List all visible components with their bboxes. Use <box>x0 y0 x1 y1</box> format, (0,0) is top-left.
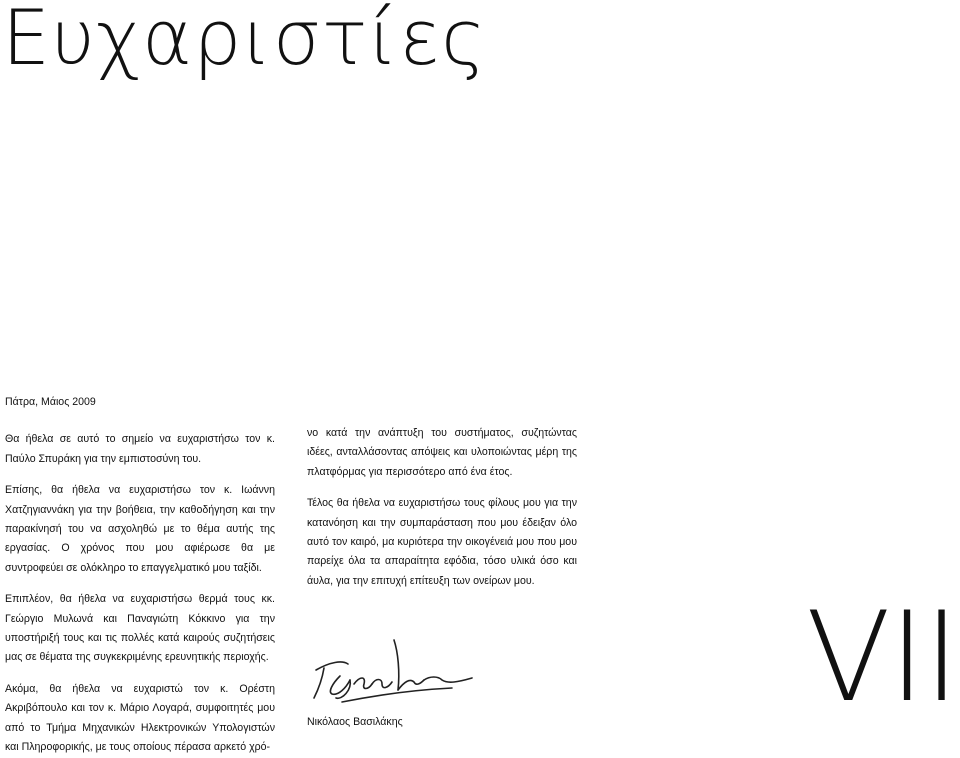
paragraph-1: Θα ήθελα σε αυτό το σημείο να ευχαριστήσω τον κ. Παύλο Σπυράκη για την εμπιστοσύνη του. <box>5 433 275 465</box>
paragraph-2: Επίσης, θα ήθελα να ευχαριστήσω τον κ. Ιωάννη Χατζηγιαννάκη για την βοήθεια, την καθοδήγηση και την παρακίνησή του να ασχοληθώ με το θέμα αυτής της εργασίας. Ο χρόνος που μου αφιέρωσε θα με συντροφεύει σε ολόκληρο το επαγγελματικό μου ταξίδι. <box>5 484 275 574</box>
page-title: Ευχαριστίες <box>2 0 487 82</box>
right-column <box>307 424 577 591</box>
place-date: Πάτρα, Μάιος 2009 <box>5 396 96 408</box>
page-number: VII <box>806 586 958 730</box>
paragraph-4: Ακόμα, θα ήθελα να ευχαριστώ τον κ. Ορέστη Ακριβόπουλο και τον κ. Μάριο Λογαρά, συμφοιτητές μου από το Τμήμα Μηχανικών Ηλεκτρονικών Υπολογιστών και Πληροφορικής, με τους οποίους πέρασα αρκετό χρό- <box>5 682 275 754</box>
paragraph-6: Τέλος θα ήθελα να ευχαριστήσω τους φίλους μου για την κατανόηση και την συμπαράσταση που μου έδειξαν όλο αυτό τον καιρό, μα κυριότερα την οικογένειά μου που μου παρείχε όλα τα απαραίτητα εφόδια, τόσο υλικά όσο και άυλα, για την επιτυχή επίτευξη των ονείρων μου. <box>307 497 577 587</box>
paragraph-5: νο κατά την ανάπτυξη του συστήματος, συζητώντας ιδέες, ανταλλάσοντας απόψεις και υλοποιώντας μέρη της πλατφόρμας για περισσότερο από ένα έτος. <box>307 427 577 478</box>
signature-image <box>302 632 482 712</box>
paragraph-3: Επιπλέον, θα ήθελα να ευχαριστήσω θερμά τους κκ. Γεώργιο Μυλωνά και Παναγιώτη Κόκκινο για την υποστήριξή τους και τις πολλές κατά καιρούς συζητήσεις μας σε θέματα της συγκεκριμένης ερευνητικής περιοχής. <box>5 593 275 664</box>
left-column <box>5 393 275 758</box>
signer-name: Νικόλαος Βασιλάκης <box>307 716 403 728</box>
